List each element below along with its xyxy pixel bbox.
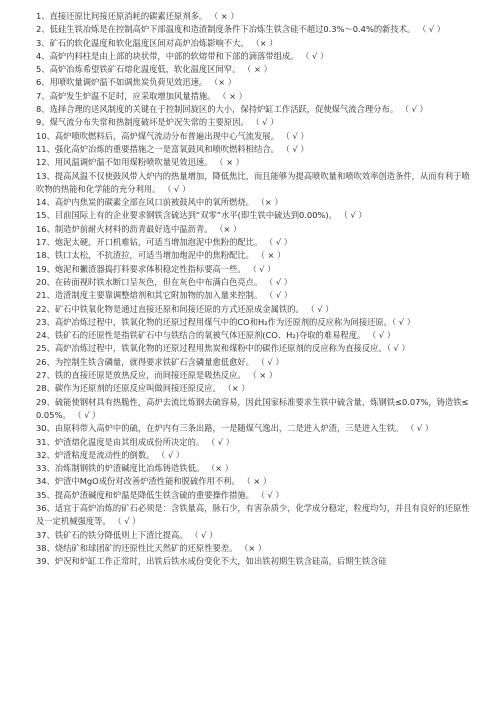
question-item: 2、低硅生铁冶炼是在控制高炉下部温度和造渣制度条件下冶炼生铁含硅不超过0.3%～0.4%的新技术。 （ √ ）: [36, 24, 446, 35]
question-item: 23、高炉冶炼过程中，铁氧化物的还原过程用煤气中的CO和H₂作为还原剂的反应称为间接还原。（ √ ）: [36, 316, 416, 327]
question-item: 17、炮泥太硬，开口机难钻，可适当增加泡泥中焦粉的配比。 （ √ ）: [36, 237, 293, 248]
question-item: 5、高炉冶炼希望铁矿石熔化温度低，软化温度区间窄。 （ × ）: [36, 64, 272, 75]
question-item: 18、铁口太松，不抗渣拉，可适当增加炮泥中的焦粉配比。 （ × ）: [36, 250, 286, 261]
question-item: 9、煤气流分布失常和热制度破坏是炉况失常的主要原因。 （ √ ）: [36, 117, 279, 128]
question-item: 36、适宜于高炉冶炼的矿石必须是：含铁量高，脉石少，有害杂质少，化学成分稳定，粒度均匀，并且有良好的还原性及一定机械强度等。 （ √ ）: [36, 502, 470, 527]
question-item: 12、用风温调炉温不如用煤粉喷吹量见效迅速。 （ × ）: [36, 157, 244, 168]
question-item: 39、炉况和炉缸工作正常时，出铁后铁水成份变化不大，如出铁初期生铁含硅高，后期生铁含硅: [36, 556, 387, 567]
question-item: 26、为控制生铁含磷量，就得要求铁矿石含磷量愈低愈好。 （ √ ）: [36, 356, 284, 367]
question-item: 30、由原料带入高炉中的硫，在炉内有三条出路，一是随煤气逸出，二是进入炉渣，三是进入生铁。 （ √ ）: [36, 423, 434, 434]
question-item: 7、高炉发生炉温不足时，应采取增加风量措施。 （ × ）: [36, 90, 247, 101]
question-item: 33、冶炼制钢铁的炉渣碱度比冶炼铸造铁低。 （× ）: [36, 463, 234, 474]
question-item: 16、制造炉前耐火材料的沥青最好选中温沥青。 （× ）: [36, 223, 242, 234]
question-item: 21、造渣制度主要靠调整熔剂和其它附加物的加入量来控制。 （ √ ）: [36, 290, 293, 301]
question-item: 10、高炉喷吹燃料后，高炉煤气流动分布普遍出现中心气流发展。 （ √ ）: [36, 130, 309, 141]
question-item: 35、提高炉渣碱度和炉温是降低生铁含硫的重要操作措施。 （ √ ）: [36, 489, 284, 500]
question-item: 4、高炉内料柱是由上部的块状带，中部的软熔带和下部的滴落带组成。 （ √ ）: [36, 50, 329, 61]
question-item: 25、高炉冶炼过程中，铁氧化物的还原过程用焦炭和煤粉中的碳作还原剂的反应称为直接反应。（ √ ）: [36, 343, 410, 354]
question-item: 32、炉渣粘度是流动性的倒数。 （ √ ）: [36, 449, 185, 460]
question-item: 22、矿石中铁氧化物是通过直接还原和间接还原的方式还原成金属铁的。 （ √ ）: [36, 303, 334, 314]
question-item: 37、铁矿石的铁分降低则上下渣比提高。 （ √ ）: [36, 529, 218, 540]
question-item: 14、高炉内焦炭的碳素全部在风口前被鼓风中的氧所燃烧。 （× ）: [36, 197, 283, 208]
question-item: 34、炉渣中MgO成份对改善炉渣性能和脱硫作用不利。 （ × ）: [36, 476, 272, 487]
question-item: 13、提高风温不仅使鼓风带入炉内的热量增加，降低焦比，而且能够为提高喷吹量和喷吹效率创造条件，从而有利于喷吹物的热能和化学能的充分利用。 （ √ ）: [36, 170, 470, 194]
question-item: 27、铁的直接还原是放热反应，而间接还原是吸热反应。 （ × ）: [36, 370, 278, 381]
question-item: 1、直接还原比间接还原消耗的碳素还原剂多。 （ × ）: [36, 11, 239, 21]
question-item: 11、强化高炉冶炼的重要措施之一是富氧鼓风和喷吹燃料相结合。 （ √ ）: [36, 143, 309, 154]
question-item: 6、用喷吹量调炉温不如调焦炭负荷见效迅速。 （× ）: [36, 77, 237, 88]
question-item: 19、炮泥和撇渣器捣打料要求体积稳定性指标要高一些。 （ √ ）: [36, 263, 276, 274]
question-item: 8、选择合理的送风制度的关键在于控制回旋区的大小，保持炉缸工作活跃，促使煤气流合理分布。 （ √ ）: [36, 104, 428, 115]
question-item: 24、铁矿石的还原性是指铁矿石中与铁结合的氧被气体还原剂(CO、H₂)夺取的难易程度。 （ √ ）: [36, 330, 396, 341]
question-item: 3、矿石的软化温度和软化温度区间对高炉冶炼影响不大。 （× ）: [36, 37, 278, 48]
question-item: 15、目前国际上有的企业要求钢铁含硫达到“双零”水平(即生铁中硫达到0.00%)。 （ √ ）: [36, 210, 367, 221]
question-item: 20、在砖面视时铁水断口呈灰色，但在灰色中布满白色亮点。 （ √ ）: [36, 276, 293, 287]
question-item: 29、硫能使钢材具有热脆性，高炉去流比炼钢去硫容易，因此国家标准要求生铁中硫含量，炼钢铁≤0.07%，铸造铁≤0.05%。 （ √ ）: [36, 396, 469, 420]
question-item: 38、烧结矿和球团矿的还原性比天然矿的还原性要差。 （× ）: [36, 542, 267, 553]
question-item: 28、碳作为还原剂的还原反应叫做间接还原反应。 （× ）: [36, 383, 250, 394]
question-item: 31、炉渣熔化温度是由其组成成份所决定的。 （ √ ）: [36, 436, 234, 447]
